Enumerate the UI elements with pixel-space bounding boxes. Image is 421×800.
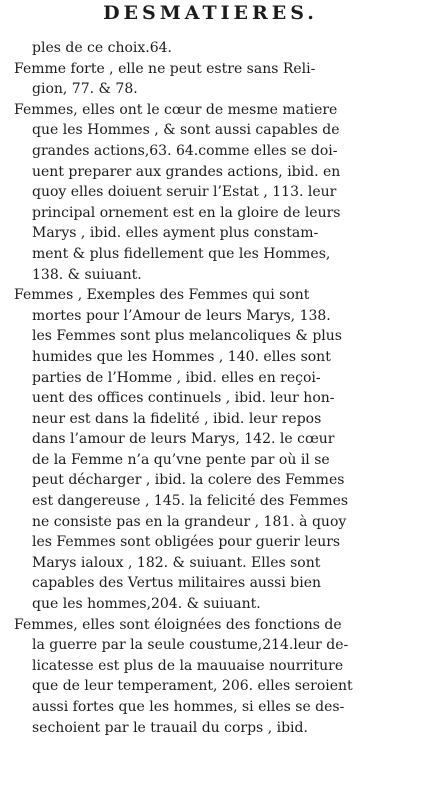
index-text-block (14, 38, 412, 738)
index-line: uent preparer aux grandes actions, ibid. en (32, 163, 341, 180)
index-line: Femmes , Exemples des Femmes qui sont (14, 287, 310, 304)
index-line: neur est dans la fidelité , ibid. leur repos (32, 410, 322, 427)
index-line: peut décharger , ibid. la colere des Femmes (32, 472, 345, 489)
running-header: DESMATIERES. (103, 2, 318, 24)
index-line: gion, 77. & 78. (32, 81, 138, 98)
index-line: Femme forte , elle ne peut estre sans Reli- (14, 60, 316, 77)
index-line: mortes pour l’Amour de leurs Marys, 138. (32, 307, 331, 324)
index-line: est dangereuse , 145. la felicité des Femmes (32, 493, 349, 510)
index-line: ples de ce choix.64. (32, 40, 173, 56)
index-line: parties de l’Homme , ibid. elles en reçoi- (32, 369, 321, 386)
index-line: principal ornement est en la gloire de leurs (32, 204, 341, 221)
index-line: que les Hommes , & sont aussi capables de (32, 122, 340, 139)
index-line: aussi fortes que les hommes, si elles se des- (32, 699, 345, 715)
index-line: ne consiste pas en la grandeur , 181. à quoy (32, 513, 347, 530)
index-line: que de leur temperament, 206. elles seroient (32, 678, 353, 695)
index-line: Femmes, elles sont éloignées des fonctions de (14, 616, 342, 633)
index-line: capables des Vertus militaires aussi bien (32, 575, 321, 592)
index-line: les Femmes sont obligées pour guerir leurs (32, 534, 341, 551)
index-line: sechoient par le trauail du corps , ibid. (32, 719, 308, 736)
index-line: quoy elles doiuent seruir l’Estat , 113. leur (32, 184, 337, 201)
index-line: licatesse est plus de la mauuaise nourriture (32, 657, 344, 674)
index-line: grandes actions,63. 64.comme elles se doi- (32, 142, 338, 159)
index-line: Marys , ibid. elles ayment plus constam- (32, 225, 319, 242)
index-line: dans l’amour de leurs Marys, 142. le cœur (32, 431, 335, 448)
index-line: uent des offices continuels , ibid. leur hon- (32, 390, 335, 407)
index-line: que les hommes,204. & suiuant. (32, 596, 261, 613)
index-line: de la Femme n’a qu’vne pente par où il se (32, 451, 330, 468)
index-line: 138. & suiuant. (32, 266, 142, 283)
index-line: ment & plus fidellement que les Hommes, (32, 245, 331, 262)
index-line: humides que les Hommes , 140. elles sont (32, 348, 331, 365)
index-line: les Femmes sont plus melancoliques & plus (32, 328, 342, 345)
index-line: Femmes, elles ont le cœur de mesme matiere (14, 101, 338, 118)
index-line: Marys ialoux , 182. & suiuant. Elles sont (32, 554, 321, 571)
index-line: la guerre par la seule coustume,214.leur de- (32, 637, 349, 654)
